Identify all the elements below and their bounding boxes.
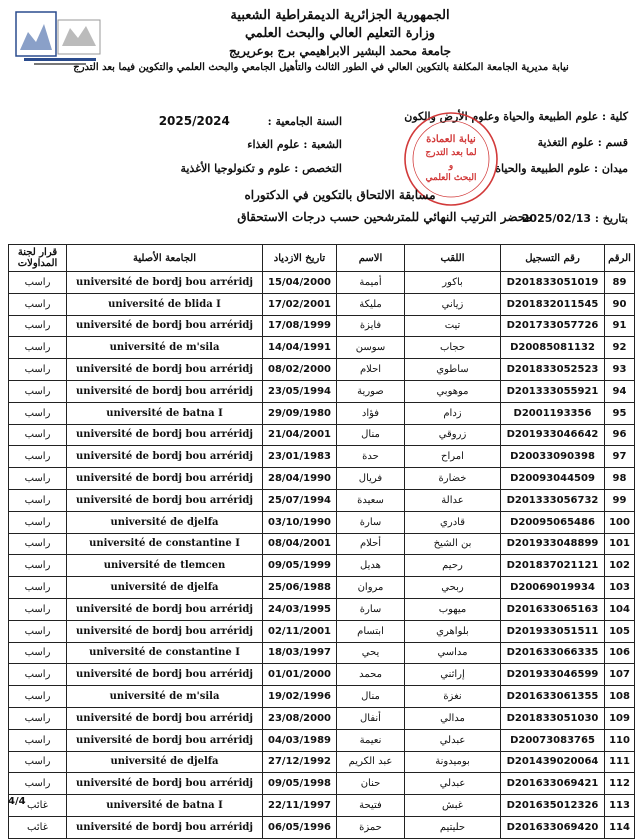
cell-reg-number: D201633069421 (501, 773, 605, 795)
cell-surname: زروقي (405, 424, 501, 446)
cell-name: محمد (337, 664, 405, 686)
specialty-label: التخصص : علوم و تكنولوجيا الأغذية (180, 162, 342, 175)
table-row (9, 359, 635, 381)
table-row (9, 773, 635, 795)
vice-rectorate-title: نيابة مديرية الجامعة المكلفة بالتكوين العالي في الطور الثالث والتأهيل الجامعي والبحث العلمي والتكوين فيما بعد التدرج (73, 62, 569, 73)
stamp-line-2: لما بعد التدرج (425, 148, 477, 158)
col-decision-header: قرار لجنة المداولات (9, 245, 67, 272)
cell-rank: 110 (605, 729, 635, 751)
cell-name: مليكة (337, 293, 405, 315)
table-row (9, 446, 635, 468)
cell-rank: 109 (605, 707, 635, 729)
table-row (9, 577, 635, 599)
cell-name: هديل (337, 555, 405, 577)
cell-dob: 09/05/1999 (263, 555, 337, 577)
table-row (9, 272, 635, 294)
table-row (9, 424, 635, 446)
branch-label: الشعبة : علوم الغذاء (247, 138, 342, 151)
cell-reg-number: D201933051511 (501, 620, 605, 642)
cell-surname: خضارة (405, 468, 501, 490)
cell-surname: بلواهري (405, 620, 501, 642)
cell-dob: 23/01/1983 (263, 446, 337, 468)
domain-label: ميدان : علوم الطبيعة والحياة (495, 162, 628, 175)
republic-title: الجمهورية الجزائرية الديمقراطية الشعبية (230, 8, 450, 23)
cell-rank: 96 (605, 424, 635, 446)
stamp-line-3: و (448, 161, 454, 171)
cell-university: université de constantine I (67, 642, 263, 664)
cell-reg-number: D201635012326 (501, 795, 605, 817)
cell-name: فريال (337, 468, 405, 490)
col-name-header: الاسم (337, 245, 405, 272)
cell-university: université de bordj bou arréridj (67, 272, 263, 294)
cell-university: université de m'sila (67, 686, 263, 708)
col-surname-header: اللقب (405, 245, 501, 272)
cell-name: حمزة (337, 816, 405, 838)
cell-dob: 19/02/1996 (263, 686, 337, 708)
contest-title: مسابقة الالتحاق بالتكوين في الدكتوراه (244, 188, 436, 202)
year-label (159, 114, 342, 128)
cell-rank: 92 (605, 337, 635, 359)
cell-university: université de bordj bou arréridj (67, 598, 263, 620)
cell-decision: راسب (9, 598, 67, 620)
cell-rank: 104 (605, 598, 635, 620)
table-row (9, 729, 635, 751)
table-row (9, 533, 635, 555)
cell-decision: راسب (9, 446, 67, 468)
cell-rank: 101 (605, 533, 635, 555)
cell-university: université de batna I (67, 402, 263, 424)
stamp-line-1: نيابة العمادة (426, 134, 476, 145)
cell-university: université de bordj bou arréridj (67, 664, 263, 686)
cell-reg-number: D201833051030 (501, 707, 605, 729)
cell-dob: 23/08/2000 (263, 707, 337, 729)
cell-reg-number: D201439020064 (501, 751, 605, 773)
table-row (9, 489, 635, 511)
cell-name: حدة (337, 446, 405, 468)
cell-dob: 27/12/1992 (263, 751, 337, 773)
cell-rank: 90 (605, 293, 635, 315)
ministry-title: وزارة التعليم العالي والبحث العلمي (244, 26, 436, 41)
table-row (9, 664, 635, 686)
cell-university: université de blida I (67, 293, 263, 315)
cell-dob: 23/05/1994 (263, 380, 337, 402)
cell-rank: 99 (605, 489, 635, 511)
table-row (9, 402, 635, 424)
cell-dob: 03/10/1990 (263, 511, 337, 533)
cell-university: université de tlemcen (67, 555, 263, 577)
cell-university: université de m'sila (67, 337, 263, 359)
cell-university: université de bordj bou arréridj (67, 315, 263, 337)
table-row (9, 555, 635, 577)
table-row (9, 511, 635, 533)
cell-dob: 17/08/1999 (263, 315, 337, 337)
cell-surname: مداسي (405, 642, 501, 664)
cell-reg-number: D201733057726 (501, 315, 605, 337)
year-label-text: السنة الجامعية : (267, 115, 342, 128)
cell-decision: راسب (9, 468, 67, 490)
cell-name: أنفال (337, 707, 405, 729)
cell-dob: 21/04/2001 (263, 424, 337, 446)
table-row (9, 380, 635, 402)
cell-decision: غائب (9, 795, 67, 817)
cell-surname: غبش (405, 795, 501, 817)
cell-rank: 108 (605, 686, 635, 708)
cell-dob: 24/03/1995 (263, 598, 337, 620)
table-row (9, 642, 635, 664)
cell-surname: مدالي (405, 707, 501, 729)
cell-surname: ربحي (405, 577, 501, 599)
cell-dob: 25/06/1988 (263, 577, 337, 599)
cell-surname: عبدلي (405, 729, 501, 751)
cell-dob: 29/09/1980 (263, 402, 337, 424)
table-row (9, 315, 635, 337)
cell-name: منال (337, 686, 405, 708)
cell-name: فايزة (337, 315, 405, 337)
cell-reg-number: D201833051019 (501, 272, 605, 294)
cell-dob: 06/05/1996 (263, 816, 337, 838)
cell-rank: 94 (605, 380, 635, 402)
cell-university: université de constantine I (67, 533, 263, 555)
cell-decision: راسب (9, 359, 67, 381)
cell-rank: 106 (605, 642, 635, 664)
cell-dob: 22/11/1997 (263, 795, 337, 817)
table-row (9, 337, 635, 359)
cell-reg-number: D201832011545 (501, 293, 605, 315)
cell-reg-number: D20095065486 (501, 511, 605, 533)
cell-reg-number: D201833052523 (501, 359, 605, 381)
cell-surname: ميهوب (405, 598, 501, 620)
cell-reg-number: D20033090398 (501, 446, 605, 468)
cell-reg-number: D201933046642 (501, 424, 605, 446)
cell-name: عبد الكريم (337, 751, 405, 773)
cell-decision: راسب (9, 489, 67, 511)
cell-rank: 113 (605, 795, 635, 817)
cell-university: université de bordj bou arréridj (67, 620, 263, 642)
cell-university: université de bordj bou arréridj (67, 707, 263, 729)
cell-university: université de bordj bou arréridj (67, 816, 263, 838)
department-label: قسم : علوم التغذية (537, 136, 628, 149)
cell-surname: نغزة (405, 686, 501, 708)
cell-university: université de batna I (67, 795, 263, 817)
cell-reg-number: D201633069420 (501, 816, 605, 838)
cell-reg-number: D201933048899 (501, 533, 605, 555)
cell-reg-number: D20069019934 (501, 577, 605, 599)
cell-name: سعيدة (337, 489, 405, 511)
cell-decision: راسب (9, 315, 67, 337)
cell-rank: 107 (605, 664, 635, 686)
cell-surname: زياني (405, 293, 501, 315)
date-value: 2025/02/13 (521, 212, 592, 225)
cell-surname: موهوبي (405, 380, 501, 402)
cell-decision: راسب (9, 577, 67, 599)
cell-decision: راسب (9, 707, 67, 729)
cell-dob: 15/04/2000 (263, 272, 337, 294)
ranking-table (8, 244, 635, 839)
cell-surname: بوميدونة (405, 751, 501, 773)
cell-rank: 95 (605, 402, 635, 424)
cell-rank: 103 (605, 577, 635, 599)
cell-decision: راسب (9, 751, 67, 773)
cell-surname: عدالة (405, 489, 501, 511)
cell-dob: 28/04/1990 (263, 468, 337, 490)
cell-university: université de bordj bou arréridj (67, 489, 263, 511)
cell-decision: راسب (9, 664, 67, 686)
cell-surname: باكور (405, 272, 501, 294)
cell-rank: 105 (605, 620, 635, 642)
cell-dob: 08/02/2000 (263, 359, 337, 381)
cell-decision: راسب (9, 642, 67, 664)
cell-dob: 09/05/1998 (263, 773, 337, 795)
table-row (9, 468, 635, 490)
cell-rank: 100 (605, 511, 635, 533)
table-header-row (9, 245, 635, 272)
cell-name: حنان (337, 773, 405, 795)
cell-name: نعيمة (337, 729, 405, 751)
cell-decision: راسب (9, 620, 67, 642)
table-row (9, 816, 635, 838)
cell-name: أميمة (337, 272, 405, 294)
minutes-title: محضر الترتيب النهائي للمترشحين حسب درجات الاستحقاق (237, 210, 532, 224)
cell-university: université de djelfa (67, 577, 263, 599)
table-body (9, 272, 635, 839)
cell-surname: حليتيم (405, 816, 501, 838)
cell-surname: عبدلي (405, 773, 501, 795)
cell-university: université de djelfa (67, 751, 263, 773)
cell-reg-number: D201837021121 (501, 555, 605, 577)
cell-name: ابتسام (337, 620, 405, 642)
cell-reg-number: D201333055921 (501, 380, 605, 402)
cell-decision: راسب (9, 402, 67, 424)
faculty-label: كلية : علوم الطبيعة والحياة وعلوم الأرض والكون (404, 110, 628, 123)
cell-decision: راسب (9, 380, 67, 402)
date-label: بتاريخ : (594, 212, 628, 225)
cell-dob: 01/01/2000 (263, 664, 337, 686)
cell-surname: قادري (405, 511, 501, 533)
cell-university: université de bordj bou arréridj (67, 446, 263, 468)
cell-name: سارة (337, 511, 405, 533)
cell-reg-number: D201333056732 (501, 489, 605, 511)
cell-university: université de bordj bou arréridj (67, 468, 263, 490)
cell-surname: بن الشيخ (405, 533, 501, 555)
cell-reg-number: D201633066335 (501, 642, 605, 664)
table-row (9, 598, 635, 620)
cell-university: université de bordj bou arréridj (67, 773, 263, 795)
cell-name: سارة (337, 598, 405, 620)
university-logo (14, 6, 106, 68)
cell-decision: راسب (9, 533, 67, 555)
table-row (9, 293, 635, 315)
cell-decision: راسب (9, 729, 67, 751)
cell-name: صورية (337, 380, 405, 402)
cell-decision: راسب (9, 773, 67, 795)
cell-name: منال (337, 424, 405, 446)
cell-name: احلام (337, 359, 405, 381)
cell-reg-number: D201633061355 (501, 686, 605, 708)
cell-dob: 17/02/2001 (263, 293, 337, 315)
cell-surname: زدام (405, 402, 501, 424)
date-line (522, 212, 628, 225)
cell-reg-number: D20085081132 (501, 337, 605, 359)
cell-university: université de djelfa (67, 511, 263, 533)
cell-university: université de bordj bou arréridj (67, 729, 263, 751)
cell-rank: 93 (605, 359, 635, 381)
cell-decision: راسب (9, 293, 67, 315)
cell-name: فتيحة (337, 795, 405, 817)
cell-decision: راسب (9, 511, 67, 533)
table-row (9, 686, 635, 708)
cell-dob: 18/03/1997 (263, 642, 337, 664)
col-university-header: الجامعة الأصلية (67, 245, 263, 272)
cell-surname: إراثني (405, 664, 501, 686)
table-row (9, 795, 635, 817)
cell-name: سوسن (337, 337, 405, 359)
cell-rank: 112 (605, 773, 635, 795)
cell-name: يحي (337, 642, 405, 664)
cell-name: فؤاد (337, 402, 405, 424)
table-row (9, 620, 635, 642)
stamp-line-4: البحث العلمي (425, 173, 477, 183)
cell-surname: حجاب (405, 337, 501, 359)
cell-dob: 04/03/1989 (263, 729, 337, 751)
cell-rank: 114 (605, 816, 635, 838)
cell-surname: رحيم (405, 555, 501, 577)
cell-rank: 89 (605, 272, 635, 294)
cell-rank: 97 (605, 446, 635, 468)
cell-reg-number: D2001193356 (501, 402, 605, 424)
cell-name: مروان (337, 577, 405, 599)
cell-decision: راسب (9, 424, 67, 446)
cell-reg-number: D201933046599 (501, 664, 605, 686)
cell-surname: ساطوي (405, 359, 501, 381)
col-dob-header: تاريخ الازدياد (263, 245, 337, 272)
cell-surname: تيت (405, 315, 501, 337)
cell-reg-number: D201633065163 (501, 598, 605, 620)
page-number: 4/4 (8, 796, 26, 807)
cell-rank: 111 (605, 751, 635, 773)
cell-dob: 08/04/2001 (263, 533, 337, 555)
cell-university: université de bordj bou arréridj (67, 424, 263, 446)
cell-dob: 14/04/1991 (263, 337, 337, 359)
cell-name: أحلام (337, 533, 405, 555)
table-row (9, 707, 635, 729)
cell-dob: 25/07/1994 (263, 489, 337, 511)
cell-university: université de bordj bou arréridj (67, 359, 263, 381)
cell-rank: 102 (605, 555, 635, 577)
cell-reg-number: D20093044509 (501, 468, 605, 490)
table-row (9, 751, 635, 773)
university-title: جامعة محمد البشير الابراهيمي برج بوعريريج (228, 44, 452, 58)
cell-rank: 98 (605, 468, 635, 490)
cell-decision: راسب (9, 337, 67, 359)
cell-decision: غائب (9, 816, 67, 838)
cell-rank: 91 (605, 315, 635, 337)
cell-decision: راسب (9, 686, 67, 708)
cell-decision: راسب (9, 555, 67, 577)
cell-reg-number: D20073083765 (501, 729, 605, 751)
col-rank-header: الرقم (605, 245, 635, 272)
col-reg-header: رقم التسجيل (501, 245, 605, 272)
cell-surname: امراح (405, 446, 501, 468)
cell-decision: راسب (9, 272, 67, 294)
cell-university: université de bordj bou arréridj (67, 380, 263, 402)
year-value: 2025/2024 (158, 114, 230, 128)
cell-dob: 02/11/2001 (263, 620, 337, 642)
